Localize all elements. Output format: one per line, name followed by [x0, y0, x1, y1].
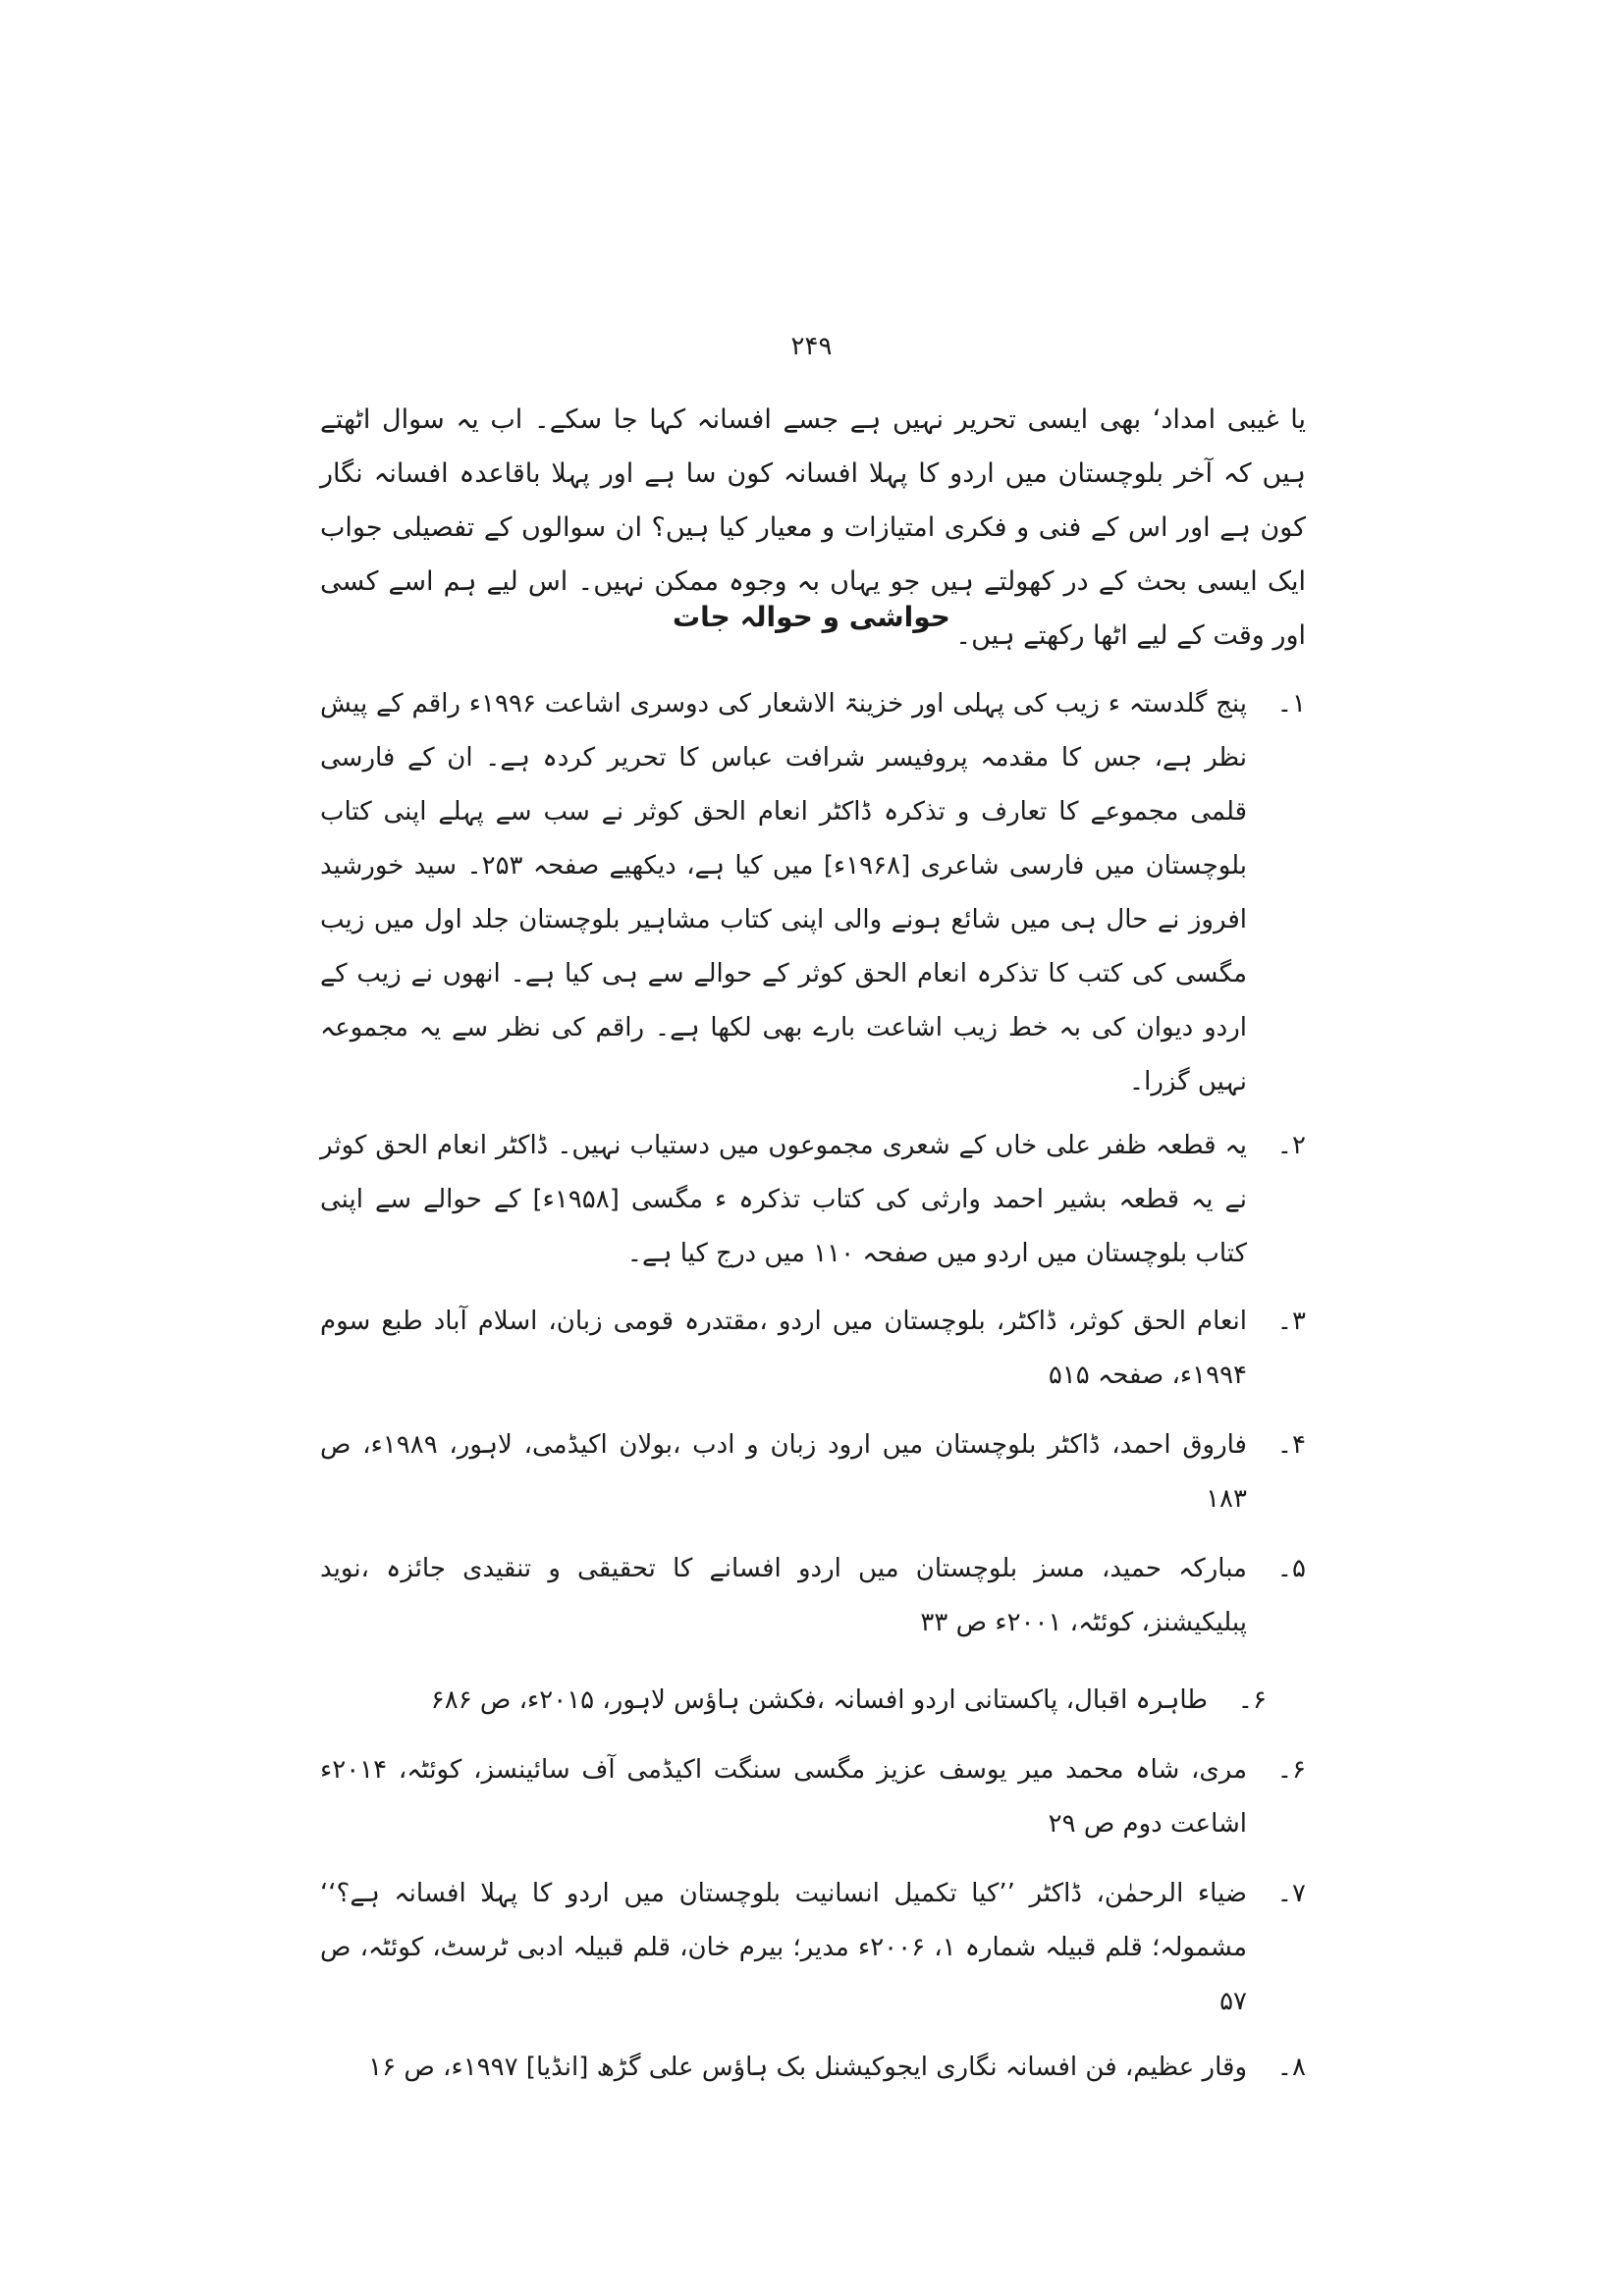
- note-item: [320, 677, 1306, 1109]
- note-text: انعام الحق کوثر، ڈاکٹر، بلوچستان میں اردو ،مقتدرہ قومی زبان، اسلام آباد طبع سوم ۱۹۹۴ء، صفحہ ۵۱۵: [320, 1307, 1247, 1390]
- note-number: ۲۔: [1276, 1131, 1306, 1160]
- note-number: ۱۔: [1276, 689, 1306, 719]
- note-item: [320, 1295, 1306, 1403]
- note-number: ۶۔: [1237, 1685, 1267, 1715]
- note-number: ۷۔: [1276, 1879, 1306, 1908]
- note-text: وقار عظیم، فن افسانہ نگاری ایجوکیشنل بک ہاؤس علی گڑھ [انڈیا] ۱۹۹۷ء، ص ۱۶: [368, 2053, 1247, 2082]
- note-text: یہ قطعہ ظفر علی خاں کے شعری مجموعوں میں دستیاب نہیں۔ ڈاکٹر انعام الحق کوثر نے یہ قطعہ بشیر احمد وارثی کی کتاب تذکرہ ء مگسی [۱۹۵۸ء] کے حوالے سے اپنی کتاب بلوچستان میں اردو میں صفحہ ۱۱۰ میں درج کیا ہے۔: [320, 1131, 1247, 1268]
- note-item: [320, 1418, 1306, 1526]
- note-text: طاہرہ اقبال، پاکستانی اردو افسانہ ،فکشن ہاؤس لاہور، ۲۰۱۵ء، ص ۶۸۶: [430, 1685, 1208, 1715]
- note-number: ۶۔: [1276, 1755, 1306, 1785]
- note-text: ضیاء الرحمٰن، ڈاکٹر ’’کیا تکمیل انسانیت بلوچستان میں اردو کا پہلا افسانہ ہے؟‘‘ مشمولہ؛ قلم قبیلہ شمارہ ۱، ۲۰۰۶ء مدیر؛ بیرم خان، قلم قبیلہ ادبی ٹرسٹ، کوئٹہ، ص ۵۷: [320, 1879, 1247, 2016]
- note-item: [320, 1867, 1306, 2029]
- notes-heading: حواشی و حوالہ جات: [673, 601, 950, 633]
- note-text: فاروق احمد، ڈاکٹر بلوچستان میں ارود زبان و ادب ،بولان اکیڈمی، لاہور، ۱۹۸۹ء، ص ۱۸۳: [320, 1430, 1247, 1514]
- body-paragraph: یا غیبی امداد‘ بھی ایسی تحریر نہیں ہے جسے افسانہ کہا جا سکے۔ اب یہ سوال اٹھتے ہیں کہ آخر بلوچستان میں اردو کا پہلا افسانہ کون سا ہے اور پہلا باقاعدہ افسانہ نگار کون ہے اور اس کے فنی و فکری امتیازات و معیار کیا ہیں؟ ان سوالوں کے تفصیلی جواب ایک ایسی بحث کے در کھولتے ہیں جو یہاں بہ وجوہ ممکن نہیں۔ اس لیے ہم اسے کسی اور وقت کے لیے اٹھا رکھتے ہیں۔: [320, 404, 1306, 651]
- note-item: [320, 1542, 1306, 1650]
- note-text: پنج گلدستہ ء زیب کی پہلی اور خزینۃ الاشعار کی دوسری اشاعت ۱۹۹۶ء راقم کے پیش نظر ہے، جس کا مقدمہ پروفیسر شرافت عباس کا تحریر کردہ ہے۔ ان کے فارسی قلمی مجموعے کا تعارف و تذکرہ ڈاکٹر انعام الحق کوثر نے سب سے پہلے اپنی کتاب بلوچستان میں فارسی شاعری [۱۹۶۸ء] میں کیا ہے، دیکھیے صفحہ ۲۵۳۔ سید خورشید افروز نے حال ہی میں شائع ہونے والی اپنی کتاب مشاہیر بلوچستان جلد اول میں زیب مگسی کی کتب کا تذکرہ انعام الحق کوثر کے حوالے سے ہی کیا ہے۔ انھوں نے زیب کے اردو دیوان کی بہ خط زیب اشاعت بارے بھی لکھا ہے۔ راقم کی نظر سے یہ مجموعہ نہیں گزرا۔: [320, 689, 1248, 1096]
- note-item: [320, 2041, 1306, 2095]
- page-number: ۲۴۹: [790, 332, 833, 361]
- note-text: مبارکہ حمید، مسز بلوچستان میں اردو افسانے کا تحقیقی و تنقیدی جائزہ ،نوید پبلیکیشنز، کوئٹہ، ۲۰۰۱ء ص ۳۳: [320, 1554, 1247, 1637]
- note-number: ۳۔: [1276, 1307, 1306, 1336]
- note-text: مری، شاہ محمد میر یوسف عزیز مگسی سنگت اکیڈمی آف سائینسز، کوئٹہ، ۲۰۱۴ء اشاعت دوم ص ۲۹: [320, 1755, 1247, 1839]
- note-item: [320, 1674, 1306, 1728]
- note-item: [320, 1119, 1306, 1281]
- note-number: ۴۔: [1276, 1430, 1306, 1460]
- note-item: [320, 1743, 1306, 1851]
- notes-list: [320, 677, 1306, 2095]
- note-number: ۵۔: [1276, 1554, 1306, 1583]
- note-number: ۸۔: [1276, 2053, 1306, 2082]
